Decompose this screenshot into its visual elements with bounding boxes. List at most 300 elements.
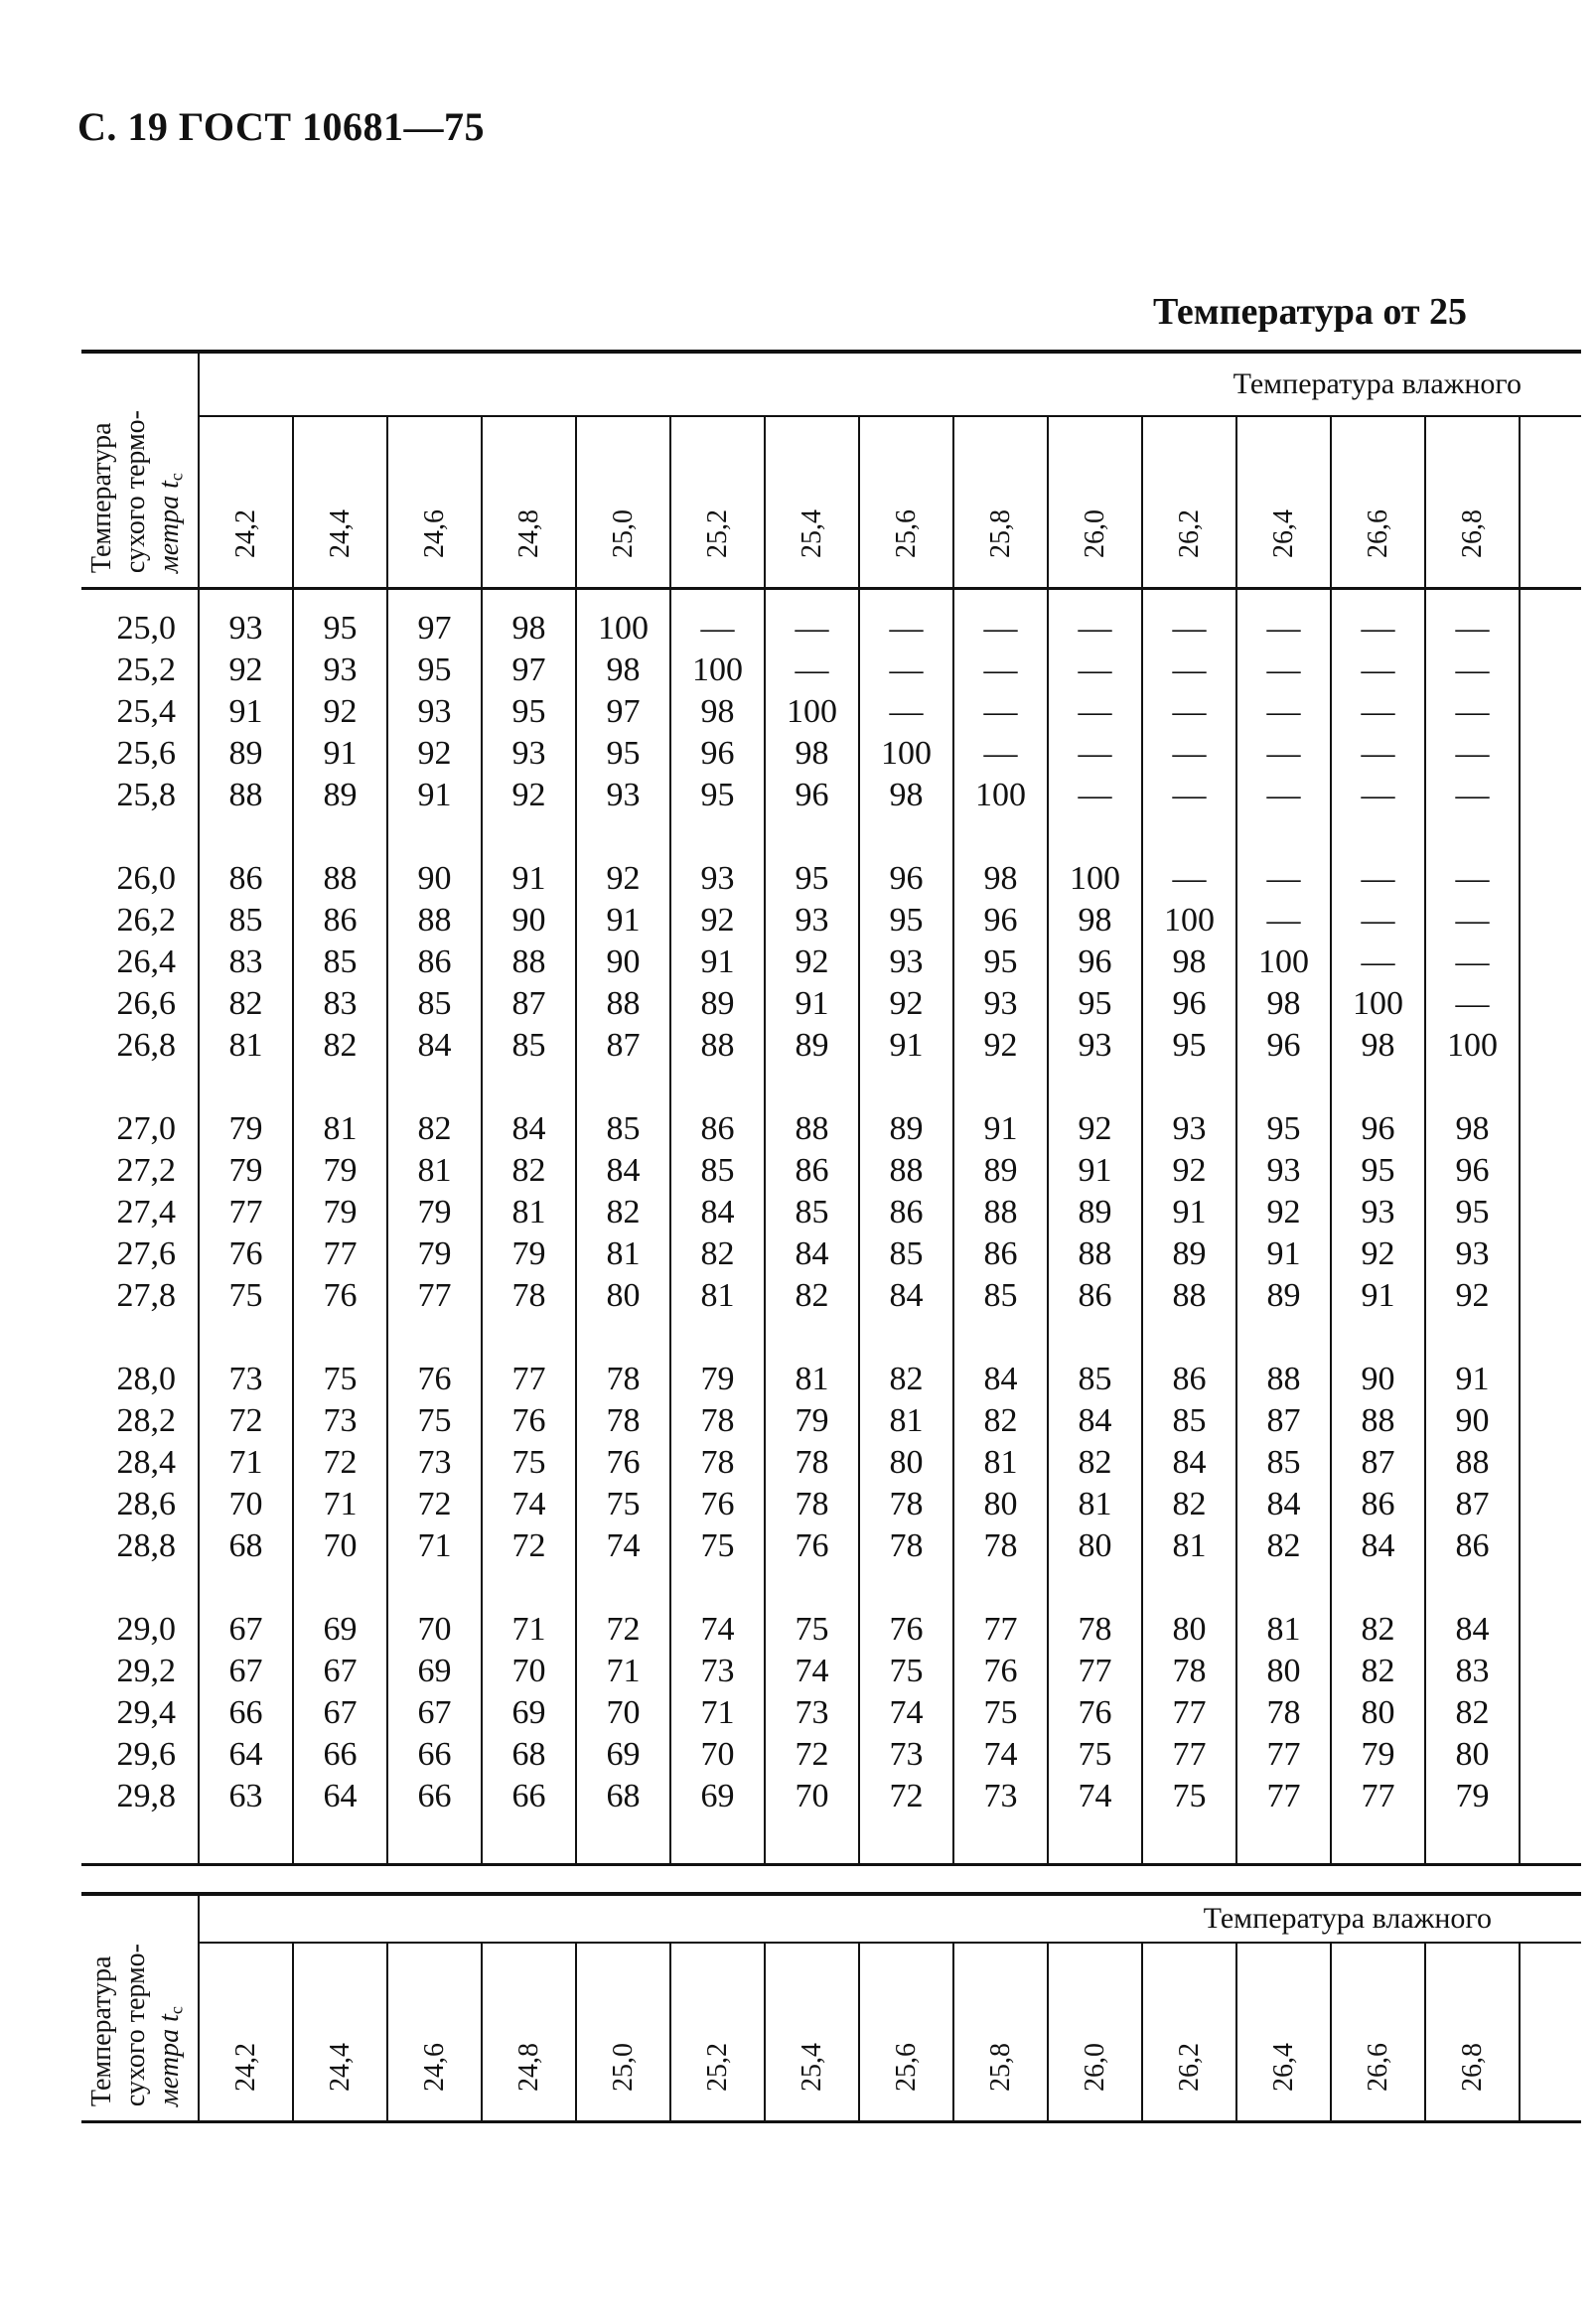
spacer-cell [81, 1567, 199, 1609]
table-row [81, 1150, 1581, 1192]
humidity-value-cell: 81 [387, 1150, 482, 1192]
humidity-value-cell: 76 [765, 1525, 859, 1567]
dry-temp-cell: 28,6 [116, 1486, 176, 1522]
humidity-value-cell: 76 [199, 1233, 293, 1275]
dry-temp-cell: 25,6 [116, 735, 176, 772]
spacer-cell [1236, 1567, 1331, 1609]
humidity-value-cell: 100 [1331, 983, 1425, 1025]
humidity-value-cell: 90 [1331, 1359, 1425, 1400]
spacer-cell [765, 1067, 859, 1108]
humidity-value-cell: 66 [293, 1734, 387, 1776]
humidity-value-cell: 71 [199, 1442, 293, 1484]
humidity-value-cell: 95 [953, 941, 1048, 983]
table-row [81, 1692, 1581, 1734]
humidity-value-cell: 73 [387, 1442, 482, 1484]
humidity-value-cell: 95 [1048, 983, 1142, 1025]
humidity-value-cell: 90 [1425, 1400, 1520, 1442]
dry-temp-cell: 27,0 [116, 1110, 176, 1147]
humidity-value-cell: 89 [765, 1025, 859, 1067]
humidity-value-cell: 95 [293, 608, 387, 650]
wet-col-header: 26,0 [1048, 1943, 1142, 2122]
humidity-value-cell: 80 [953, 1484, 1048, 1525]
humidity-value-cell: 91 [576, 900, 670, 941]
wet-col-header: 24,4 [293, 416, 387, 589]
humidity-value-cell: — [859, 608, 953, 650]
spacer-cell [1425, 1817, 1520, 1865]
humidity-value-cell: 78 [576, 1400, 670, 1442]
humidity-value-cell: 79 [670, 1359, 765, 1400]
humidity-value-cell: 66 [387, 1734, 482, 1776]
dry-temp-cell: 26,4 [116, 943, 176, 980]
table-row [81, 1651, 1581, 1692]
humidity-value-cell: 91 [1425, 1359, 1520, 1400]
humidity-value-cell: 71 [576, 1651, 670, 1692]
humidity-value-cell: 83 [293, 983, 387, 1025]
humidity-value-cell: 76 [953, 1651, 1048, 1692]
humidity-value-cell: 84 [1142, 1442, 1236, 1484]
spacer-cell [482, 1817, 576, 1865]
spacer-cell [482, 816, 576, 858]
spacer-cell [765, 1567, 859, 1609]
humidity-value-cell: 75 [859, 1651, 953, 1692]
humidity-value-cell: 95 [1425, 1192, 1520, 1233]
humidity-value-cell: 64 [293, 1776, 387, 1817]
humidity-value-cell: — [1142, 775, 1236, 816]
humidity-value-cell: 82 [1142, 1484, 1236, 1525]
humidity-value-cell: 85 [1236, 1442, 1331, 1484]
humidity-value-cell: 89 [199, 733, 293, 775]
humidity-value-cell: 81 [953, 1442, 1048, 1484]
spacer-cell [859, 1067, 953, 1108]
blank-column-cell [1520, 1734, 1581, 1776]
spacer-cell [81, 1817, 199, 1865]
table-row [81, 1525, 1581, 1567]
humidity-value-cell: 91 [765, 983, 859, 1025]
humidity-value-cell: 91 [293, 733, 387, 775]
humidity-value-cell: — [1142, 733, 1236, 775]
humidity-value-cell: 87 [1331, 1442, 1425, 1484]
humidity-value-cell: — [1331, 941, 1425, 983]
humidity-value-cell: 81 [293, 1108, 387, 1150]
spacer-cell [293, 1817, 387, 1865]
blank-column-cell [1520, 983, 1581, 1025]
humidity-value-cell: 85 [482, 1025, 576, 1067]
spacer-cell [1142, 1317, 1236, 1359]
humidity-value-cell: 98 [1048, 900, 1142, 941]
humidity-value-cell: 82 [1048, 1442, 1142, 1484]
table-row [81, 691, 1581, 733]
humidity-value-cell: 79 [482, 1233, 576, 1275]
humidity-value-cell: 93 [576, 775, 670, 816]
humidity-value-cell: 85 [765, 1192, 859, 1233]
humidity-value-cell: 98 [576, 650, 670, 691]
wet-col-header: 26,4 [1236, 1943, 1331, 2122]
spacer-cell [387, 1817, 482, 1865]
humidity-value-cell: 80 [576, 1275, 670, 1317]
blank-column-cell [1520, 1233, 1581, 1275]
humidity-value-cell: 93 [1331, 1192, 1425, 1233]
dry-temp-cell: 28,4 [116, 1444, 176, 1481]
humidity-value-cell: 96 [1331, 1108, 1425, 1150]
spacer-cell [1142, 1817, 1236, 1865]
wet-col-header: 25,0 [576, 416, 670, 589]
humidity-value-cell: 79 [1425, 1776, 1520, 1817]
humidity-value-cell: 70 [765, 1776, 859, 1817]
blank-column-cell [1520, 1275, 1581, 1317]
spacer-cell [1048, 1817, 1142, 1865]
blank-column-cell [1520, 775, 1581, 816]
humidity-value-cell: 86 [1142, 1359, 1236, 1400]
spacer-cell [199, 816, 293, 858]
spacer-cell [1331, 1817, 1425, 1865]
humidity-value-cell: 67 [293, 1692, 387, 1734]
humidity-value-cell: 78 [859, 1525, 953, 1567]
humidity-value-cell: 82 [1331, 1609, 1425, 1651]
humidity-value-cell: 75 [953, 1692, 1048, 1734]
group-gap [81, 1067, 1581, 1108]
humidity-value-cell: 75 [576, 1484, 670, 1525]
humidity-value-cell: 88 [1425, 1442, 1520, 1484]
humidity-value-cell: 96 [1048, 941, 1142, 983]
humidity-value-cell: 66 [482, 1776, 576, 1817]
spacer-cell [293, 816, 387, 858]
humidity-table [81, 350, 1522, 1866]
humidity-value-cell: 81 [1236, 1609, 1331, 1651]
humidity-value-cell: 100 [859, 733, 953, 775]
humidity-value-cell: 87 [576, 1025, 670, 1067]
humidity-value-cell: 78 [670, 1442, 765, 1484]
humidity-value-cell: 88 [1236, 1359, 1331, 1400]
humidity-value-cell: — [1425, 858, 1520, 900]
humidity-value-cell: 98 [482, 608, 576, 650]
humidity-value-cell: 89 [1236, 1275, 1331, 1317]
humidity-value-cell: 98 [1236, 983, 1331, 1025]
dry-temp-cell: 29,2 [116, 1653, 176, 1689]
spacer-cell [765, 589, 859, 609]
humidity-value-cell: 93 [199, 608, 293, 650]
dry-temp-cell: 27,6 [116, 1235, 176, 1272]
humidity-value-cell: 80 [1236, 1651, 1331, 1692]
humidity-value-cell: 97 [576, 691, 670, 733]
spacer-cell [387, 1067, 482, 1108]
humidity-value-cell: 88 [765, 1108, 859, 1150]
humidity-value-cell: 91 [387, 775, 482, 816]
group-gap [81, 816, 1581, 858]
humidity-value-cell: 100 [1425, 1025, 1520, 1067]
spacer-cell [1331, 1317, 1425, 1359]
spacer-cell [1520, 1567, 1581, 1609]
spacer-cell [1520, 816, 1581, 858]
humidity-value-cell: — [1236, 900, 1331, 941]
spacer-cell [670, 1817, 765, 1865]
wet-col-header: 25,0 [576, 1943, 670, 2122]
humidity-value-cell: 81 [859, 1400, 953, 1442]
spacer-cell [1236, 589, 1331, 609]
humidity-value-cell: 91 [859, 1025, 953, 1067]
humidity-value-cell: 88 [1331, 1400, 1425, 1442]
spacer-cell [1425, 589, 1520, 609]
humidity-value-cell: 86 [765, 1150, 859, 1192]
humidity-value-cell: 82 [859, 1359, 953, 1400]
humidity-value-cell: 81 [199, 1025, 293, 1067]
wet-col-header: 25,8 [953, 416, 1048, 589]
spacer-cell [293, 1317, 387, 1359]
spacer-cell [1331, 1567, 1425, 1609]
spacer-cell [293, 1067, 387, 1108]
spacer-cell [199, 589, 293, 609]
table-row [81, 858, 1581, 900]
humidity-value-cell: — [859, 691, 953, 733]
humidity-value-cell: 74 [670, 1609, 765, 1651]
humidity-value-cell: 86 [387, 941, 482, 983]
humidity-value-cell: 91 [199, 691, 293, 733]
humidity-value-cell: 76 [482, 1400, 576, 1442]
dry-temp-cell: 29,6 [116, 1736, 176, 1773]
humidity-value-cell: 80 [1331, 1692, 1425, 1734]
wet-col-header: 25,4 [765, 416, 859, 589]
humidity-value-cell: 98 [670, 691, 765, 733]
humidity-value-cell: 78 [1048, 1609, 1142, 1651]
dry-header-line-3: метра $t_с$ [154, 2006, 187, 2106]
humidity-value-cell: 95 [576, 733, 670, 775]
blank-column-cell [1520, 1609, 1581, 1651]
humidity-value-cell: 100 [1236, 941, 1331, 983]
humidity-value-cell: 89 [859, 1108, 953, 1150]
table-row [81, 983, 1581, 1025]
humidity-value-cell: — [1236, 858, 1331, 900]
humidity-value-cell: 78 [482, 1275, 576, 1317]
spacer-cell [576, 1567, 670, 1609]
spacer-cell [1142, 1567, 1236, 1609]
humidity-value-cell: 86 [1331, 1484, 1425, 1525]
humidity-value-cell: 91 [1331, 1275, 1425, 1317]
humidity-value-cell: 82 [293, 1025, 387, 1067]
humidity-value-cell: 82 [670, 1233, 765, 1275]
humidity-value-cell: 74 [953, 1734, 1048, 1776]
table-row [81, 775, 1581, 816]
humidity-value-cell: — [1048, 608, 1142, 650]
humidity-value-cell: 70 [670, 1734, 765, 1776]
humidity-value-cell: 68 [482, 1734, 576, 1776]
blank-column-cell [1520, 1400, 1581, 1442]
humidity-value-cell: 86 [293, 900, 387, 941]
spacer-cell [199, 1317, 293, 1359]
humidity-value-cell: 81 [1142, 1525, 1236, 1567]
wet-col-header: 24,2 [199, 416, 293, 589]
humidity-value-cell: 95 [1142, 1025, 1236, 1067]
humidity-value-cell: — [1425, 941, 1520, 983]
page-header: С. 19 ГОСТ 10681—75 [77, 104, 486, 149]
spacer-cell [387, 1567, 482, 1609]
humidity-value-cell: 96 [1142, 983, 1236, 1025]
blank-column-cell [1520, 608, 1581, 650]
spacer-cell [1142, 816, 1236, 858]
wet-temp-header: Температура влажного [199, 1894, 1581, 1943]
spacer-cell [765, 1817, 859, 1865]
spacer-cell [1520, 589, 1581, 609]
table-title: Температура от 25 [1152, 291, 1467, 333]
spacer-cell [576, 816, 670, 858]
table-row [81, 1359, 1581, 1400]
wet-col-header: 24,8 [482, 416, 576, 589]
spacer-cell [953, 1067, 1048, 1108]
spacer-cell [1236, 1317, 1331, 1359]
dry-temp-cell: 27,8 [116, 1277, 176, 1314]
humidity-value-cell: 90 [576, 941, 670, 983]
wet-col-header: 26,0 [1048, 416, 1142, 589]
wet-columns-row [81, 1943, 1581, 2122]
humidity-value-cell: 76 [670, 1484, 765, 1525]
humidity-value-cell: 78 [670, 1400, 765, 1442]
table-row [81, 1442, 1581, 1484]
humidity-value-cell: — [1236, 775, 1331, 816]
humidity-value-cell: 67 [199, 1651, 293, 1692]
humidity-value-cell: 64 [199, 1734, 293, 1776]
spacer-cell [1048, 1567, 1142, 1609]
humidity-value-cell: — [953, 733, 1048, 775]
humidity-value-cell: 74 [859, 1692, 953, 1734]
humidity-value-cell: 85 [576, 1108, 670, 1150]
humidity-value-cell: 80 [1142, 1609, 1236, 1651]
table-header [81, 352, 1581, 589]
table-row [81, 650, 1581, 691]
humidity-value-cell: 77 [293, 1233, 387, 1275]
table-row [81, 733, 1581, 775]
humidity-value-cell: — [1236, 691, 1331, 733]
table-row [81, 1025, 1581, 1067]
table-row [81, 941, 1581, 983]
humidity-value-cell: 73 [670, 1651, 765, 1692]
dry-temp-cell: 25,2 [116, 651, 176, 688]
blank-column-cell [1520, 1442, 1581, 1484]
humidity-value-cell: 79 [199, 1108, 293, 1150]
dry-temp-cell: 25,4 [116, 693, 176, 730]
spacer-cell [482, 1317, 576, 1359]
spacer-cell [670, 589, 765, 609]
spacer-cell [1425, 1317, 1520, 1359]
humidity-value-cell: 98 [1142, 941, 1236, 983]
humidity-value-cell: 77 [482, 1359, 576, 1400]
humidity-value-cell: — [1142, 608, 1236, 650]
spacer-cell [482, 1567, 576, 1609]
humidity-value-cell: 100 [576, 608, 670, 650]
humidity-value-cell: — [765, 608, 859, 650]
humidity-value-cell: 73 [765, 1692, 859, 1734]
humidity-value-cell: 71 [387, 1525, 482, 1567]
humidity-value-cell: 75 [482, 1442, 576, 1484]
spacer-cell [1425, 816, 1520, 858]
dry-temp-cell: 26,2 [116, 902, 176, 939]
humidity-value-cell: 85 [953, 1275, 1048, 1317]
humidity-value-cell: 81 [576, 1233, 670, 1275]
spacer-cell [1048, 1067, 1142, 1108]
humidity-value-cell: 84 [1236, 1484, 1331, 1525]
humidity-value-cell: — [1048, 691, 1142, 733]
humidity-value-cell: 74 [482, 1484, 576, 1525]
humidity-value-cell: — [1331, 775, 1425, 816]
dry-header-line-1: Температура [86, 1955, 118, 2106]
humidity-value-cell: 90 [482, 900, 576, 941]
humidity-value-cell: 98 [765, 733, 859, 775]
humidity-value-cell: 66 [387, 1776, 482, 1817]
blank-column-cell [1520, 1192, 1581, 1233]
dry-temp-cell: 29,0 [116, 1611, 176, 1648]
humidity-value-cell: — [1425, 900, 1520, 941]
spacer-cell [670, 1567, 765, 1609]
wet-col-header: 25,4 [765, 1943, 859, 2122]
humidity-value-cell: 72 [576, 1609, 670, 1651]
humidity-value-cell: 82 [765, 1275, 859, 1317]
humidity-value-cell: — [1331, 733, 1425, 775]
humidity-value-cell: 98 [1425, 1108, 1520, 1150]
wet-col-header: 26,6 [1331, 416, 1425, 589]
dry-temp-cell: 26,6 [116, 985, 176, 1022]
humidity-value-cell: — [1425, 983, 1520, 1025]
humidity-value-cell: 78 [953, 1525, 1048, 1567]
humidity-value-cell: 97 [387, 608, 482, 650]
humidity-value-cell: 78 [765, 1442, 859, 1484]
humidity-value-cell: 79 [1331, 1734, 1425, 1776]
humidity-value-cell: 88 [199, 775, 293, 816]
spacer-cell [1425, 1067, 1520, 1108]
humidity-value-cell: 92 [199, 650, 293, 691]
humidity-value-cell: 92 [1142, 1150, 1236, 1192]
humidity-value-cell: — [1142, 691, 1236, 733]
dry-temp-cell: 29,4 [116, 1694, 176, 1731]
humidity-value-cell: — [1331, 900, 1425, 941]
humidity-value-cell: 84 [859, 1275, 953, 1317]
blank-column-cell [1520, 1651, 1581, 1692]
humidity-value-cell: 98 [953, 858, 1048, 900]
spacer-cell [859, 1317, 953, 1359]
humidity-value-cell: 87 [1236, 1400, 1331, 1442]
humidity-value-cell: 85 [1142, 1400, 1236, 1442]
spacer-cell [1425, 1567, 1520, 1609]
dry-temp-cell: 29,8 [116, 1778, 176, 1814]
spacer-cell [765, 816, 859, 858]
spacer-cell [670, 1067, 765, 1108]
spacer-cell [953, 589, 1048, 609]
humidity-value-cell: 86 [1425, 1525, 1520, 1567]
spacer-cell [199, 1817, 293, 1865]
humidity-value-cell: 98 [1331, 1025, 1425, 1067]
humidity-value-cell: 75 [387, 1400, 482, 1442]
humidity-value-cell: 74 [765, 1651, 859, 1692]
spacer-cell [199, 1567, 293, 1609]
humidity-value-cell: 85 [293, 941, 387, 983]
spacer-cell [576, 1817, 670, 1865]
humidity-value-cell: 73 [953, 1776, 1048, 1817]
spacer-cell [953, 1317, 1048, 1359]
humidity-value-cell: 86 [953, 1233, 1048, 1275]
humidity-value-cell: 76 [387, 1359, 482, 1400]
humidity-value-cell: 83 [1425, 1651, 1520, 1692]
humidity-value-cell: — [1425, 650, 1520, 691]
humidity-value-cell: 71 [482, 1609, 576, 1651]
spacer-cell [859, 589, 953, 609]
humidity-value-cell: 93 [953, 983, 1048, 1025]
table-row [81, 1275, 1581, 1317]
blank-column-cell [1520, 1776, 1581, 1817]
repeated-table-header [81, 1892, 1522, 2123]
wet-col-header: 24,6 [387, 1943, 482, 2122]
humidity-value-cell: 92 [576, 858, 670, 900]
humidity-value-cell: 69 [387, 1651, 482, 1692]
humidity-value-cell: 77 [1331, 1776, 1425, 1817]
wet-col-header: 24,8 [482, 1943, 576, 2122]
humidity-value-cell: 81 [482, 1192, 576, 1233]
humidity-value-cell: 100 [953, 775, 1048, 816]
